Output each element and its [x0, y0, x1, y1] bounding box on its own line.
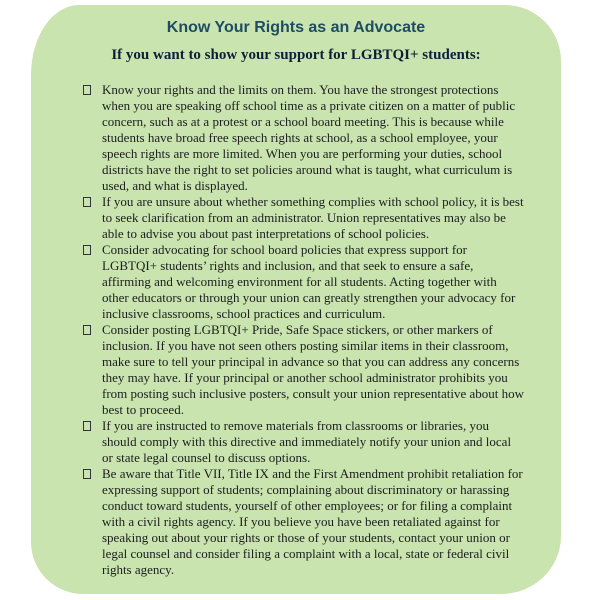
- list-item-text: If you are instructed to remove materials from classrooms or libraries, you should comply with this directive and immediately notify your union and local or state legal counsel to discuss options.: [102, 418, 512, 465]
- list-item: [83, 82, 525, 194]
- square-bullet-icon: [83, 421, 91, 431]
- list-item-text: Know your rights and the limits on them. You have the strongest protections when you are speaking off school time as a private citizen on a matter of public concern, such as at a protest or a school board meeting. This is because while students have broad free speech rights at school, as a school employee, your speech rights are more limited. When you are performing your duties, school districts have the right to set policies around what is taught, what curriculum is used, and what is displayed.: [102, 82, 516, 193]
- square-bullet-icon: [83, 245, 91, 255]
- list-item: [83, 194, 525, 242]
- square-bullet-icon: [83, 197, 91, 207]
- list-item-text: Be aware that Title VII, Title IX and the First Amendment prohibit retaliation for expressing support of students; complaining about discriminatory or harassing conduct toward students, yourself of other employees; or for filing a complaint with a civil rights agency. If you believe you have been retaliated against for speaking out about your rights or those of your students, contact your union or legal counsel and consider filing a complaint with a local, state or federal civil rights agency.: [102, 466, 523, 577]
- square-bullet-icon: [83, 469, 91, 479]
- list-item: [83, 418, 525, 466]
- list-item-text: Consider posting LGBTQI+ Pride, Safe Space stickers, or other markers of inclusion. If you have not seen others posting similar items in their classroom, make sure to tell your principal in advance so that you can address any concerns they may have. If your principal or another school administrator prohibits you from posting such inclusive posters, consult your union representative about how best to proceed.: [102, 322, 525, 417]
- list-item-text: If you are unsure about whether something complies with school policy, it is best to seek clarification from an administrator. Union representatives may also be able to advise you about past interpretations of school policies.: [102, 194, 524, 241]
- list-item: [83, 466, 525, 578]
- card-title: Know Your Rights as an Advocate: [166, 19, 426, 36]
- list-item: [83, 242, 525, 322]
- card-subtitle: If you want to show your support for LGBTQI+ students:: [111, 47, 481, 63]
- list-item: [83, 322, 525, 418]
- square-bullet-icon: [83, 325, 91, 335]
- square-bullet-icon: [83, 85, 91, 95]
- rights-card: [31, 5, 561, 594]
- list-item-text: Consider advocating for school board policies that express support for LGBTQI+ students’ rights and inclusion, and that seek to ensure a safe, affirming and welcoming environment for all students. Acting together with other educators or through your union can greatly strengthen your advocacy for inclusive classrooms, school practices and curriculum.: [102, 242, 516, 321]
- rights-list: [83, 82, 525, 578]
